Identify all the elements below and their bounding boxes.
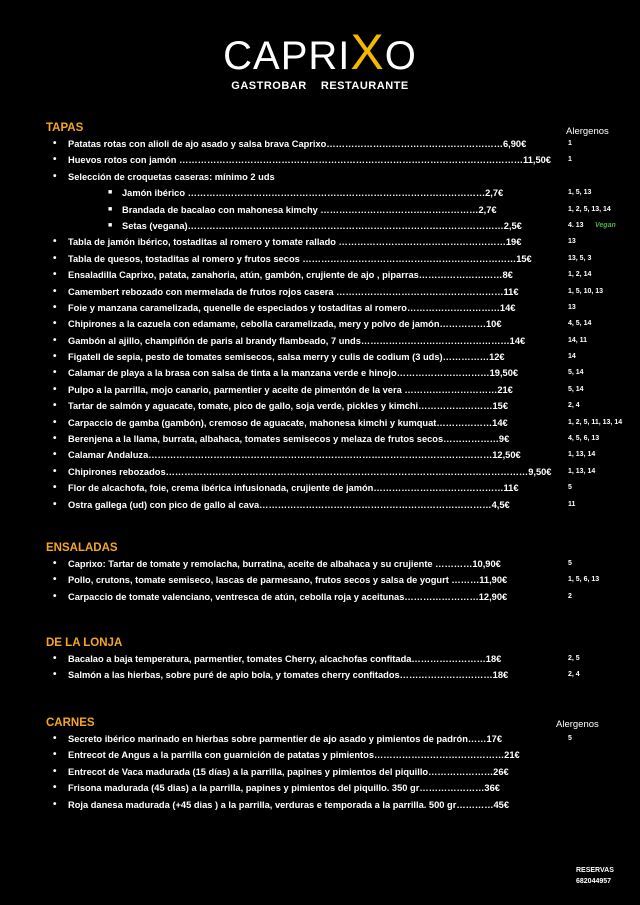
bullet-icon: • xyxy=(53,574,57,586)
menu-item-text: Brandada de bacalao con mahonesa kimchy ……………………………………………2,7€ xyxy=(122,204,497,215)
menu-item-text: Tabla de quesos, tostaditas al romero y frutos secos ……………………………………………………………15€ xyxy=(68,253,532,264)
menu-item-text: Foie y manzana caramelizada, quenelle de especiados y tostaditas al romero…………………………14€ xyxy=(68,302,516,313)
bullet-icon: ■ xyxy=(108,189,113,197)
bullet-icon: • xyxy=(53,798,57,810)
menu-item xyxy=(46,556,636,572)
bullet-icon: • xyxy=(53,252,57,264)
bullet-icon: • xyxy=(53,433,57,445)
menu-item-text: Carpaccio de tomate valenciano, ventresca de atún, cebolla roja y aceitunas……………………12,90€ xyxy=(68,591,508,602)
bullet-icon: • xyxy=(53,367,57,379)
menu-item xyxy=(46,398,636,414)
section-ensaladas xyxy=(46,542,636,605)
allergens: 2, 4 xyxy=(568,671,580,679)
menu-item xyxy=(46,447,636,463)
allergens: 1, 5, 13 xyxy=(568,189,592,197)
allergens: 2 xyxy=(568,592,572,600)
menu-item xyxy=(46,267,636,283)
bullet-icon: • xyxy=(53,558,57,569)
bullet-icon: • xyxy=(53,351,57,363)
bullet-icon: • xyxy=(53,669,57,681)
reservations-phone: 682044957 xyxy=(576,878,612,885)
menu-item xyxy=(46,349,636,365)
bullet-icon: • xyxy=(53,465,57,477)
bullet-icon: • xyxy=(53,301,57,313)
allergens: 1, 5, 10, 13 xyxy=(568,287,604,295)
menu-item-text: Patatas rotas con alioli de ajo asado y salsa brava Caprixo…………………………………………………6,90€ xyxy=(68,139,527,149)
menu-item-text: Pollo, crutons, tomate semiseco, lascas de parmesano, frutos secos y salsa de yogurt ………11,90€ xyxy=(68,575,508,586)
allergens: 1 xyxy=(568,156,572,164)
menu-item xyxy=(46,333,636,349)
menu-list xyxy=(46,136,636,513)
bullet-icon: • xyxy=(53,236,57,248)
menu-item xyxy=(46,747,636,763)
bullet-icon: • xyxy=(53,285,57,297)
bullet-icon: • xyxy=(53,269,57,281)
menu-item-text: Salmón a las hierbas, sobre puré de apio bola, y tomates cherry confitados…………………………18€ xyxy=(68,670,509,681)
menu-item-text: Tabla de jamón ibérico, tostaditas al romero y tomate rallado ………………………………………………19€ xyxy=(68,237,522,248)
reservations-label: RESERVAS xyxy=(576,867,614,874)
menu-item-text: Calamar Andaluza…………………………………………………………………………………………………12,50€ xyxy=(68,450,521,461)
allergens: 4. 13 xyxy=(568,221,584,229)
menu-item xyxy=(46,431,636,447)
menu-item-text: Carpaccio de gamba (gambón), cremoso de aguacate, mahonesa kimchi y kumquat………………14€ xyxy=(68,417,508,428)
allergens: 5 xyxy=(568,484,572,492)
section-title: CARNES xyxy=(46,717,95,729)
menu-item xyxy=(46,152,636,168)
allergens: 2, 4 xyxy=(568,402,580,410)
menu-item-text: Entrecot de Angus a la parrilla con guarnición de patatas y pimientos……………………………………21€ xyxy=(68,750,520,761)
menu-item xyxy=(46,415,636,431)
bullet-icon: • xyxy=(53,170,57,182)
allergens: 1, 2, 14 xyxy=(568,271,592,279)
allergens: 1, 13, 14 xyxy=(568,467,596,475)
menu-item-text: Chipirones rebozados………………………………………………………………………………………………………9,50€ xyxy=(68,466,552,477)
menu-item-text: Entrecot de Vaca madurada (15 días) a la parrilla, papines y pimientos del piquillo…………………26€ xyxy=(68,766,509,777)
menu-item xyxy=(46,651,636,667)
allergens: 2, 5 xyxy=(568,655,580,662)
menu-list xyxy=(46,731,636,813)
menu-item-text: Selección de croquetas caseras: mínimo 2 uds xyxy=(68,171,275,182)
menu-item xyxy=(46,284,636,300)
bullet-icon: • xyxy=(53,138,57,149)
allergens: 13 xyxy=(568,238,576,246)
bullet-icon: ■ xyxy=(108,205,113,213)
allergens: 5 xyxy=(568,560,572,567)
allergens: 4, 5, 6, 13 xyxy=(568,435,600,443)
menu-item-text: Bacalao a baja temperatura, parmentier, tomates Cherry, alcachofas confitada……………………18€ xyxy=(68,654,502,664)
section-title: DE LA LONJA xyxy=(46,637,123,649)
menu-item xyxy=(46,589,636,605)
menu-item-text: Ensaladilla Caprixo, patata, zanahoria, atún, gambón, crujiente de ajo , piparras………………………8€ xyxy=(68,270,513,281)
allergens: 1, 2, 5, 13, 14 xyxy=(568,205,611,213)
menu-item-text: Roja danesa madurada (+45 dias ) a la parrilla, verduras e temporada a la parrilla. 500 gr…………45€ xyxy=(68,799,510,810)
allergens: 1, 5, 6, 13 xyxy=(568,576,600,584)
allergens: 11 xyxy=(568,500,576,508)
section-title: TAPAS xyxy=(46,122,84,134)
menu-item xyxy=(46,185,636,201)
allergens: 5, 14 xyxy=(568,369,584,377)
bullet-icon: • xyxy=(53,449,57,461)
menu-item xyxy=(46,480,636,496)
menu-item-text: Flor de alcachofa, foie, crema ibérica infusionada, crujiente de jamón……………………………………11€ xyxy=(68,483,519,494)
menu-item-text: Caprixo: Tartar de tomate y remolacha, burratina, aceite de albahaca y su crujiente …………10,90€ xyxy=(68,559,501,569)
menu-item xyxy=(46,780,636,796)
menu-item xyxy=(46,251,636,267)
bullet-icon: • xyxy=(53,498,57,510)
bullet-icon: • xyxy=(53,590,57,602)
menu-item xyxy=(46,202,636,218)
allergens: 5, 14 xyxy=(568,385,584,393)
menu-item-text: Ostra gallega (ud) con pico de gallo al cava…………………………………………………………………4,5€ xyxy=(68,499,510,510)
menu-item xyxy=(46,316,636,332)
bullet-icon: • xyxy=(53,318,57,330)
menu-item-text: Setas (vegana)…………………………………………………………………………………………2,5€ xyxy=(122,220,522,231)
menu-item xyxy=(46,764,636,780)
menu-item xyxy=(46,234,636,250)
menu-item xyxy=(46,300,636,316)
bullet-icon: ■ xyxy=(108,221,113,229)
menu-item xyxy=(46,667,636,683)
bullet-icon: • xyxy=(53,334,57,346)
menu-item-text: Figatell de sepia, pesto de tomates semisecos, salsa merry y culis de codium (3 uds)……………12€ xyxy=(68,352,505,363)
bullet-icon: • xyxy=(53,154,57,166)
alergenos-header-tapas: Alergenos xyxy=(566,126,609,137)
bullet-icon: • xyxy=(53,765,57,777)
allergens: 1, 13, 14 xyxy=(568,451,596,459)
menu-item xyxy=(46,169,636,185)
restaurant-name: CAPRIXO xyxy=(223,24,417,80)
bullet-icon: • xyxy=(53,749,57,761)
logo xyxy=(0,24,640,92)
menu-item xyxy=(46,365,636,381)
section-carnes xyxy=(46,717,636,813)
allergens: 4, 5, 14 xyxy=(568,320,592,328)
reservations xyxy=(576,865,614,887)
allergens: 1, 2, 5, 11, 13, 14 xyxy=(568,418,623,426)
bullet-icon: • xyxy=(53,416,57,428)
menu-item-text: Berenjena a la llama, burrata, albahaca, tomates semisecos y melaza de frutos secos………………9€ xyxy=(68,434,510,445)
alergenos-header-carnes: Alergenos xyxy=(556,719,599,730)
menu-item xyxy=(46,572,636,588)
menu-item xyxy=(46,136,636,152)
menu-item-text: Frisona madurada (45 dias) a la parrilla, papines y pimientos del piquillo. 350 gr…………………36€ xyxy=(68,783,500,794)
menu-item-text: Gambón al ajillo, champiñón de paris al brandy flambeado, 7 unds…………………………………………14€ xyxy=(68,335,526,346)
menu-list xyxy=(46,651,636,684)
menu-item-text: Tartar de salmón y aguacate, tomate, pico de gallo, soja verde, pickles y kimchi……………………15€ xyxy=(68,401,509,412)
bullet-icon: • xyxy=(53,653,57,664)
bullet-icon: • xyxy=(53,733,57,744)
menu-item xyxy=(46,218,636,234)
restaurant-subtitle: GASTROBAR RESTAURANTE xyxy=(231,80,409,92)
bullet-icon: • xyxy=(53,782,57,794)
bullet-icon: • xyxy=(53,482,57,494)
menu-list xyxy=(46,556,636,605)
bullet-icon: • xyxy=(53,400,57,412)
menu-item xyxy=(46,731,636,747)
vegan-badge: Vegan xyxy=(595,221,616,229)
menu-item-text: Huevos rotos con jamón …………………………………………………………………………………………………11,50€ xyxy=(68,155,551,166)
menu-item-text: Chipirones a la cazuela con edamame, cebolla caramelizada, mery y polvo de jamón……………10€ xyxy=(68,319,502,330)
menu-item xyxy=(46,497,636,513)
bullet-icon: • xyxy=(53,383,57,395)
menu-item-text: Jamón ibérico ……………………………………………………………………………………2,7€ xyxy=(122,188,504,199)
menu-item xyxy=(46,382,636,398)
menu-item xyxy=(46,797,636,813)
section-title: ENSALADAS xyxy=(46,542,118,554)
allergens: 14, 11 xyxy=(568,336,588,344)
menu-item-text: Secreto ibérico marinado en hierbas sobre parmentier de ajo asado y pimientos de padrón……17€ xyxy=(68,734,502,744)
allergens: 14 xyxy=(568,353,576,361)
section-tapas xyxy=(46,122,636,513)
menu-item-text: Camembert rebozado con mermelada de frutos rojos casera ………………………………………………11€ xyxy=(68,286,519,297)
menu-item-text: Calamar de playa a la brasa con salsa de tinta a la manzana verde e hinojo…………………………19,50€ xyxy=(68,368,519,379)
section-lonja xyxy=(46,637,636,684)
allergens: 1 xyxy=(568,140,572,147)
allergens: 13 xyxy=(568,303,576,311)
menu-item-text: Pulpo a la parrilla, mojo canario, parmentier y aceite de pimentón de la vera …………………………21€ xyxy=(68,384,513,395)
allergens: 5 xyxy=(568,735,572,742)
allergens: 13, 5, 3 xyxy=(568,254,592,262)
menu-item xyxy=(46,464,636,480)
